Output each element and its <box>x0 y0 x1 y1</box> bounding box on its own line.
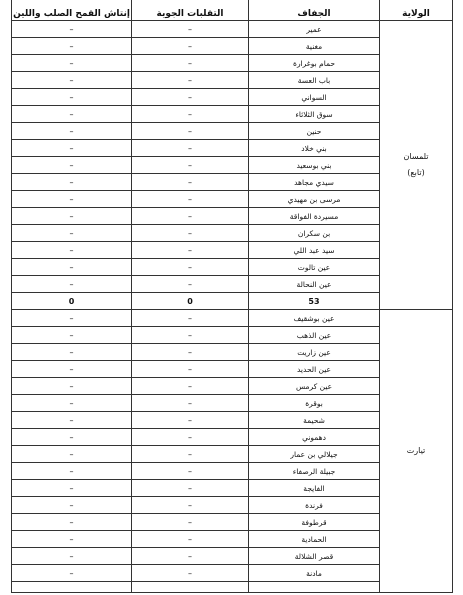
empty-cell <box>12 582 132 593</box>
header-weather: التقلبات الجوية <box>132 0 249 21</box>
wheat-cell: – <box>12 106 132 123</box>
wheat-cell: – <box>12 446 132 463</box>
wheat-cell: – <box>12 327 132 344</box>
weather-cell: – <box>132 378 249 395</box>
commune-cell: السواني <box>249 89 380 106</box>
wheat-cell: – <box>12 548 132 565</box>
weather-cell: – <box>132 208 249 225</box>
weather-cell: – <box>132 123 249 140</box>
wheat-cell: – <box>12 208 132 225</box>
wheat-cell: – <box>12 89 132 106</box>
commune-cell: باب العسة <box>249 72 380 89</box>
commune-cell: عين الحديد <box>249 361 380 378</box>
commune-cell: جيلالي بن عمار <box>249 446 380 463</box>
commune-cell: حمام بوغرارة <box>249 55 380 72</box>
wheat-cell: – <box>12 429 132 446</box>
weather-cell: – <box>132 429 249 446</box>
wilaya-note: (تابع) <box>407 168 425 177</box>
wheat-cell: – <box>12 310 132 327</box>
weather-cell: – <box>132 157 249 174</box>
wheat-cell: – <box>12 38 132 55</box>
wilaya-cell <box>380 21 453 310</box>
wheat-cell: – <box>12 174 132 191</box>
commune-cell: بوقرة <box>249 395 380 412</box>
commune-cell: بني خلاد <box>249 140 380 157</box>
weather-cell: – <box>132 531 249 548</box>
total-drought: 53 <box>249 293 380 310</box>
commune-cell: قرطوفة <box>249 514 380 531</box>
weather-cell: – <box>132 344 249 361</box>
wheat-cell: – <box>12 463 132 480</box>
commune-cell: مغنية <box>249 38 380 55</box>
weather-cell: – <box>132 327 249 344</box>
empty-cell <box>249 582 380 593</box>
wilaya-cell <box>380 310 453 593</box>
weather-cell: – <box>132 310 249 327</box>
wheat-cell: – <box>12 21 132 38</box>
commune-cell: عين كرمس <box>249 378 380 395</box>
wheat-cell: – <box>12 225 132 242</box>
weather-cell: – <box>132 259 249 276</box>
total-wheat: 0 <box>12 293 132 310</box>
empty-cell <box>132 582 249 593</box>
header-row <box>12 0 453 21</box>
wheat-cell: – <box>12 55 132 72</box>
weather-cell: – <box>132 361 249 378</box>
table-row <box>12 21 453 38</box>
commune-cell: عين زاريت <box>249 344 380 361</box>
commune-cell: قصر الشلالة <box>249 548 380 565</box>
commune-cell: سيد عبد اللي <box>249 242 380 259</box>
weather-cell: – <box>132 514 249 531</box>
weather-cell: – <box>132 463 249 480</box>
commune-cell: مادنة <box>249 565 380 582</box>
wheat-cell: – <box>12 140 132 157</box>
wilaya-name: تيارت <box>406 446 426 455</box>
weather-cell: – <box>132 446 249 463</box>
commune-cell: عين تالوت <box>249 259 380 276</box>
weather-cell: – <box>132 395 249 412</box>
wheat-cell: – <box>12 480 132 497</box>
wheat-cell: – <box>12 497 132 514</box>
commune-cell: شحيمة <box>249 412 380 429</box>
weather-cell: – <box>132 72 249 89</box>
wheat-cell: – <box>12 344 132 361</box>
weather-cell: – <box>132 480 249 497</box>
wheat-cell: – <box>12 361 132 378</box>
commune-cell: عين بوشقيف <box>249 310 380 327</box>
commune-cell: دهموني <box>249 429 380 446</box>
commune-cell: حنين <box>249 123 380 140</box>
wheat-cell: – <box>12 565 132 582</box>
total-weather: 0 <box>132 293 249 310</box>
drought-table <box>11 0 453 593</box>
weather-cell: – <box>132 21 249 38</box>
commune-cell: الحمادية <box>249 531 380 548</box>
weather-cell: – <box>132 497 249 514</box>
wheat-cell: – <box>12 242 132 259</box>
header-wilaya: الولاية <box>380 0 453 21</box>
weather-cell: – <box>132 242 249 259</box>
commune-cell: عين الذهب <box>249 327 380 344</box>
weather-cell: – <box>132 565 249 582</box>
commune-cell: سيدي مجاهد <box>249 174 380 191</box>
wheat-cell: – <box>12 412 132 429</box>
commune-cell: عمير <box>249 21 380 38</box>
wheat-cell: – <box>12 157 132 174</box>
wheat-cell: – <box>12 123 132 140</box>
header-drought: الجفاف <box>249 0 380 21</box>
weather-cell: – <box>132 412 249 429</box>
commune-cell: مرسى بن مهيدي <box>249 191 380 208</box>
weather-cell: – <box>132 548 249 565</box>
weather-cell: – <box>132 225 249 242</box>
wheat-cell: – <box>12 191 132 208</box>
table-row <box>12 310 453 327</box>
commune-cell: مسيردة الفواقة <box>249 208 380 225</box>
commune-cell: بني بوسعيد <box>249 157 380 174</box>
wheat-cell: – <box>12 531 132 548</box>
weather-cell: – <box>132 276 249 293</box>
wheat-cell: – <box>12 395 132 412</box>
weather-cell: – <box>132 140 249 157</box>
header-wheat: إنتاش القمح الصلب واللين <box>12 0 132 21</box>
wheat-cell: – <box>12 514 132 531</box>
weather-cell: – <box>132 55 249 72</box>
wheat-cell: – <box>12 259 132 276</box>
weather-cell: – <box>132 89 249 106</box>
commune-cell: فرندة <box>249 497 380 514</box>
commune-cell: جبيلة الرصفاء <box>249 463 380 480</box>
weather-cell: – <box>132 191 249 208</box>
commune-cell: سوق الثلاثاء <box>249 106 380 123</box>
wheat-cell: – <box>12 276 132 293</box>
commune-cell: بن سكران <box>249 225 380 242</box>
weather-cell: – <box>132 174 249 191</box>
wilaya-name: تلمسان <box>403 152 429 161</box>
commune-cell: الفايجة <box>249 480 380 497</box>
wheat-cell: – <box>12 72 132 89</box>
weather-cell: – <box>132 38 249 55</box>
weather-cell: – <box>132 106 249 123</box>
commune-cell: عين النحالة <box>249 276 380 293</box>
wheat-cell: – <box>12 378 132 395</box>
